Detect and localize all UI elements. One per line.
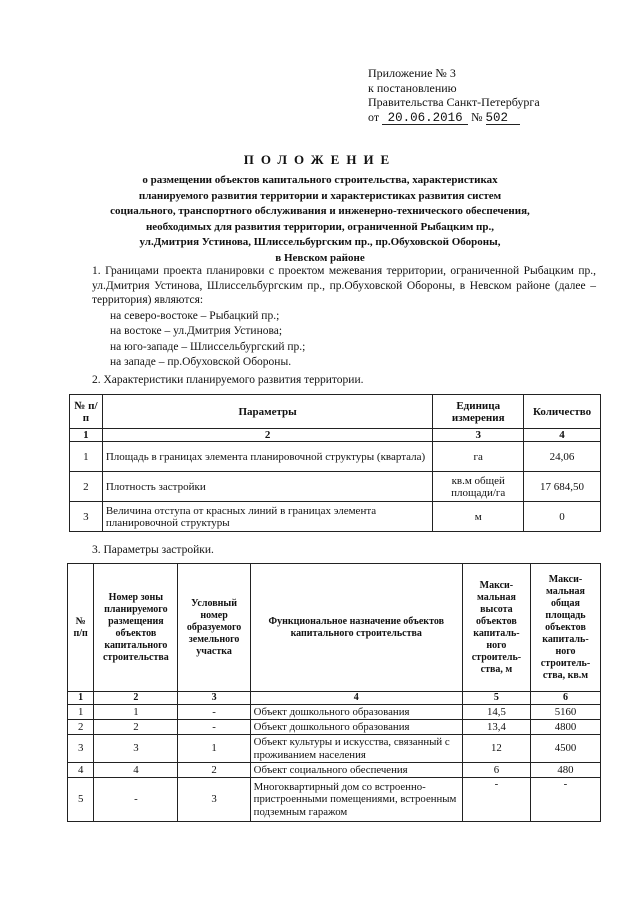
quantity-cell: 17 684,50 bbox=[524, 472, 601, 502]
col-number: 6 bbox=[530, 692, 600, 705]
purpose-cell: Многоквартирный дом со встроенно-пристроенными помещениями, встроенным подземным гаражом bbox=[250, 778, 462, 822]
table-row bbox=[68, 735, 601, 763]
title-line: о размещении объектов капитального строительства, характеристиках bbox=[142, 174, 498, 186]
col-number: 1 bbox=[68, 692, 94, 705]
parameter-cell: Величина отступа от красных линий в границах элемента планировочной структуры bbox=[102, 502, 433, 532]
col-header: № п/п bbox=[68, 564, 94, 692]
territory-characteristics-table bbox=[69, 394, 601, 532]
row-number: 5 bbox=[68, 778, 94, 822]
table-number-row bbox=[68, 692, 601, 705]
col-number: 1 bbox=[70, 429, 103, 442]
parameter-cell: Площадь в границах элемента планировочной структуры (квартала) bbox=[102, 442, 433, 472]
col-header: Макси-мальная высота объектов капиталь-ного строитель-ства, м bbox=[462, 564, 530, 692]
col-header: № п/п bbox=[70, 395, 103, 429]
title-main: ПОЛОЖЕНИЕ bbox=[243, 152, 397, 167]
table-row bbox=[70, 442, 601, 472]
max-area-cell: 480 bbox=[530, 763, 600, 778]
row-number: 3 bbox=[70, 502, 103, 532]
plot-number: 3 bbox=[178, 778, 250, 822]
purpose-cell: Объект социального обеспечения bbox=[250, 763, 462, 778]
title-line: необходимых для развития территории, ограниченной Рыбацким пр., bbox=[145, 220, 495, 233]
max-area-cell: 5160 bbox=[530, 705, 600, 720]
table-row bbox=[68, 705, 601, 720]
max-area-cell: 4500 bbox=[530, 735, 600, 763]
attachment-header bbox=[368, 66, 540, 125]
max-area-cell: - bbox=[530, 778, 600, 822]
table-row bbox=[68, 720, 601, 735]
boundary-item: на западе – пр.Обуховской Обороны. bbox=[110, 355, 292, 368]
resolution-date: 20.06.2016 bbox=[382, 112, 468, 125]
title-line: ул.Дмитрия Устинова, Шлиссельбургским пр., пр.Обуховской Обороны, bbox=[139, 236, 501, 248]
unit-cell: м bbox=[433, 502, 524, 532]
row-number: 1 bbox=[70, 442, 103, 472]
max-height-cell: 12 bbox=[462, 735, 530, 763]
max-height-cell: 13,4 bbox=[462, 720, 530, 735]
section-3-heading: 3. Параметры застройки. bbox=[92, 544, 214, 556]
plot-number: 1 bbox=[178, 735, 250, 763]
row-number: 2 bbox=[70, 472, 103, 502]
row-number: 1 bbox=[68, 705, 94, 720]
table-header-row bbox=[68, 564, 601, 692]
table-row bbox=[70, 502, 601, 532]
zone-number: - bbox=[94, 778, 178, 822]
attachment-label: Приложение № 3 bbox=[368, 66, 456, 80]
quantity-cell: 24,06 bbox=[524, 442, 601, 472]
col-number: 2 bbox=[94, 692, 178, 705]
max-height-cell: 14,5 bbox=[462, 705, 530, 720]
col-number: 3 bbox=[433, 429, 524, 442]
col-number: 5 bbox=[462, 692, 530, 705]
row-number: 2 bbox=[68, 720, 94, 735]
boundary-item: на востоке – ул.Дмитрия Устинова; bbox=[110, 325, 283, 338]
title-line: в Невском районе bbox=[275, 251, 365, 264]
building-parameters-table bbox=[67, 563, 601, 822]
table-row bbox=[68, 763, 601, 778]
resolution-number: 502 bbox=[486, 112, 520, 125]
row-number: 3 bbox=[68, 735, 94, 763]
col-number: 4 bbox=[524, 429, 601, 442]
col-number: 3 bbox=[178, 692, 250, 705]
col-header: Макси-мальная общая площадь объектов капиталь-ного строитель-ства, кв.м bbox=[530, 564, 600, 692]
max-height-cell: 6 bbox=[462, 763, 530, 778]
plot-number: 2 bbox=[178, 763, 250, 778]
col-header: Параметры bbox=[102, 395, 433, 429]
col-header: Функциональное назначение объектов капитального строительства bbox=[250, 564, 462, 692]
date-prefix: от bbox=[368, 109, 380, 124]
date-line bbox=[368, 110, 540, 125]
boundary-item: на северо-востоке – Рыбацкий пр.; bbox=[110, 310, 280, 322]
purpose-cell: Объект дошкольного образования bbox=[250, 720, 462, 735]
max-height-cell: - bbox=[462, 778, 530, 822]
table-row bbox=[68, 778, 601, 822]
table-number-row bbox=[70, 429, 601, 442]
unit-cell: кв.м общей площади/га bbox=[433, 472, 524, 502]
plot-number: - bbox=[178, 720, 250, 735]
zone-number: 3 bbox=[94, 735, 178, 763]
plot-number: - bbox=[178, 705, 250, 720]
col-header: Количество bbox=[524, 395, 601, 429]
title-line: социального, транспортного обслуживания и инженерно-технического обеспечения, bbox=[110, 205, 530, 217]
number-prefix: № bbox=[471, 109, 483, 124]
government-ref: Правительства Санкт-Петербурга bbox=[368, 95, 540, 109]
boundary-item: на юго-западе – Шлиссельбургский пр.; bbox=[110, 340, 306, 353]
max-area-cell: 4800 bbox=[530, 720, 600, 735]
row-number: 4 bbox=[68, 763, 94, 778]
purpose-cell: Объект культуры и искусства, связанный с проживанием населения bbox=[250, 735, 462, 763]
zone-number: 1 bbox=[94, 705, 178, 720]
quantity-cell: 0 bbox=[524, 502, 601, 532]
purpose-cell: Объект дошкольного образования bbox=[250, 705, 462, 720]
table-header-row bbox=[70, 395, 601, 429]
resolution-ref: к постановлению bbox=[368, 80, 457, 95]
col-number: 4 bbox=[250, 692, 462, 705]
boundary-list bbox=[110, 309, 305, 370]
document-title bbox=[80, 152, 560, 266]
title-line: планируемого развития территории и характеристиках развития систем bbox=[138, 189, 502, 202]
section-2-heading: 2. Характеристики планируемого развития территории. bbox=[92, 374, 364, 386]
zone-number: 4 bbox=[94, 763, 178, 778]
col-header: Единица измерения bbox=[433, 395, 524, 429]
zone-number: 2 bbox=[94, 720, 178, 735]
col-number: 2 bbox=[102, 429, 433, 442]
col-header: Номер зоны планируемого размещения объектов капитального строительства bbox=[94, 564, 178, 692]
section-1-text: 1. Границами проекта планировки с проектом межевания территории, ограниченной Рыбацким пр., ул.Дмитрия Устинова, Шлиссельбургским пр., пр.Обуховской Обороны, в Невском районе (далее – территория) являются: bbox=[92, 265, 596, 307]
unit-cell: га bbox=[433, 442, 524, 472]
table-row bbox=[70, 472, 601, 502]
parameter-cell: Плотность застройки bbox=[102, 472, 433, 502]
col-header: Условный номер образуемого земельного участка bbox=[178, 564, 250, 692]
